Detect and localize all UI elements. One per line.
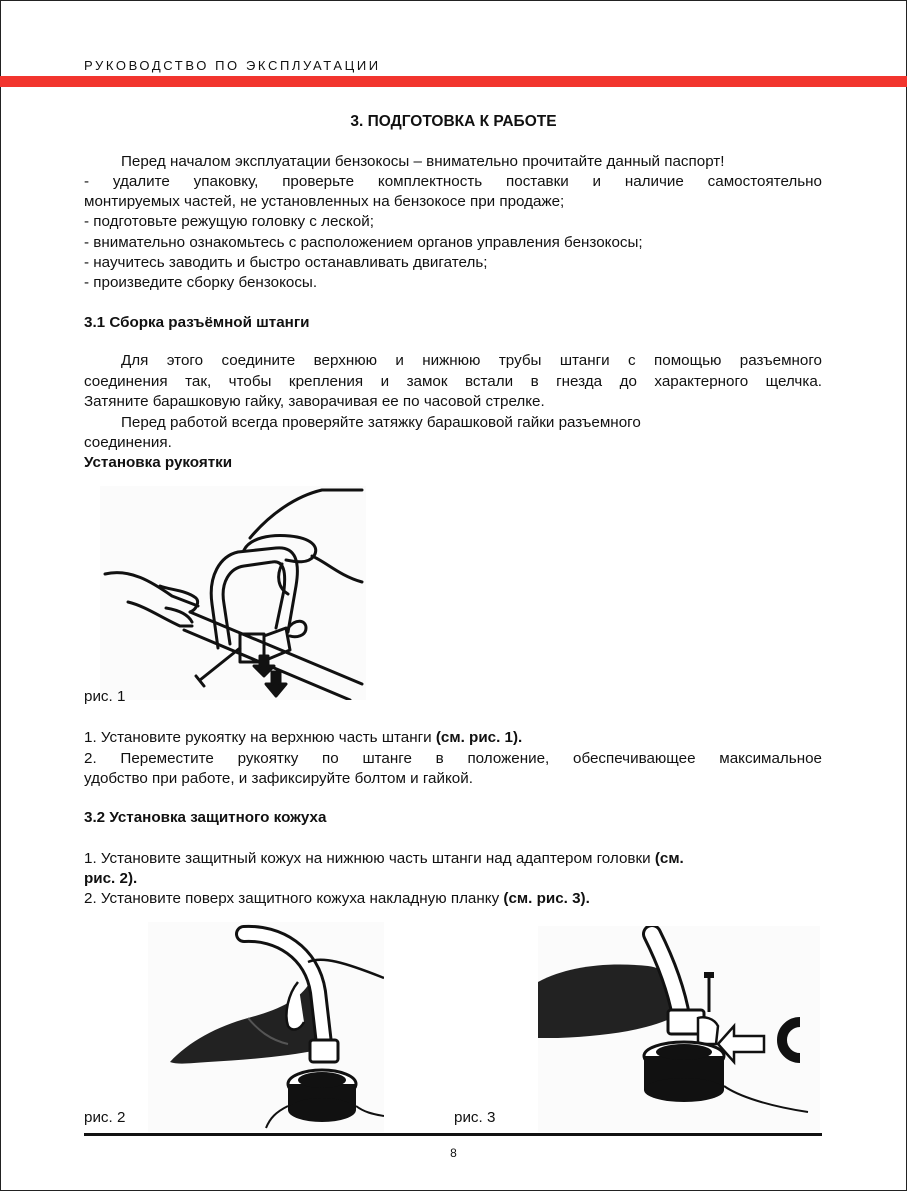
section-title: 3. ПОДГОТОВКА К РАБОТЕ [350,113,557,130]
handle-step-1-ref: (см. рис. 1). [435,729,523,746]
guard-step-2 [84,889,822,910]
header-red-bar [0,76,907,87]
s31-p1-line-1: Для этого соедините верхнюю и нижнюю трубы штанги с помощью разъемного [121,352,822,369]
guard-step-1-ref-a: (см. [654,850,684,867]
subsection-3-1-title: 3.1 Сборка разъёмной штанги [84,314,310,331]
handle-step-1-text: 1. Установите рукоятку на верхнюю часть штанги [84,729,436,746]
list-line-4: - внимательно ознакомьтесь с расположением органов управления бензокосы; [84,234,643,251]
intro-paragraph: Перед началом эксплуатации бензокосы – внимательно прочитайте данный паспорт! [121,153,725,170]
handle-install-title: Установка рукоятки [84,454,233,471]
footer-rule [84,1133,822,1136]
header-title: РУКОВОДСТВО ПО ЭКСПЛУАТАЦИИ [84,58,381,73]
figure-3-caption: рис. 3 [454,1109,496,1126]
list-line-2: монтируемых частей, не установленных на бензокосе при продаже; [84,193,565,210]
handle-step-2-cont: удобство при работе, и зафиксируйте болтом и гайкой. [84,770,473,787]
figure-1-handle-illustration [100,486,366,700]
s31-p2-line-1: Перед работой всегда проверяйте затяжку барашковой гайки разъемного [121,414,641,431]
guard-step-1-text: 1. Установите защитный кожух на нижнюю часть штанги над адаптером головки [84,850,655,867]
handle-step-2: 2. Переместите рукоятку по штанге в положение, обеспечивающее максимальное [84,750,822,767]
guard-step-1-ref-b: рис. 2). [84,870,138,887]
figure-2-caption: рис. 2 [84,1109,126,1126]
guard-step-2-ref: (см. рис. 3). [503,890,590,907]
page-number: 8 [450,1146,457,1160]
guard-step-2-text: 2. Установите поверх защитного кожуха накладную планку [84,890,504,907]
s31-p1-line-3: Затяните барашковую гайку, заворачивая ее по часовой стрелке. [84,393,545,410]
guard-step-1 [84,849,822,870]
s31-p2-line-2: соединения. [84,434,172,451]
list-line-1: - удалите упаковку, проверьте комплектность поставки и наличие самостоятельно [84,173,822,190]
figure-3-plate-illustration [538,926,820,1132]
list-line-3: - подготовьте режущую головку с леской; [84,213,374,230]
figure-2-guard-illustration [148,922,384,1132]
subsection-3-2-title: 3.2 Установка защитного кожуха [84,809,327,826]
handle-step-1 [84,728,822,749]
s31-p1-line-2: соединения так, чтобы крепления и замок встали в гнезда до характерного щелчка. [84,373,822,390]
list-line-5: - научитесь заводить и быстро останавливать двигатель; [84,254,488,271]
figure-1-caption: рис. 1 [84,688,126,705]
list-line-6: - произведите сборку бензокосы. [84,274,318,291]
